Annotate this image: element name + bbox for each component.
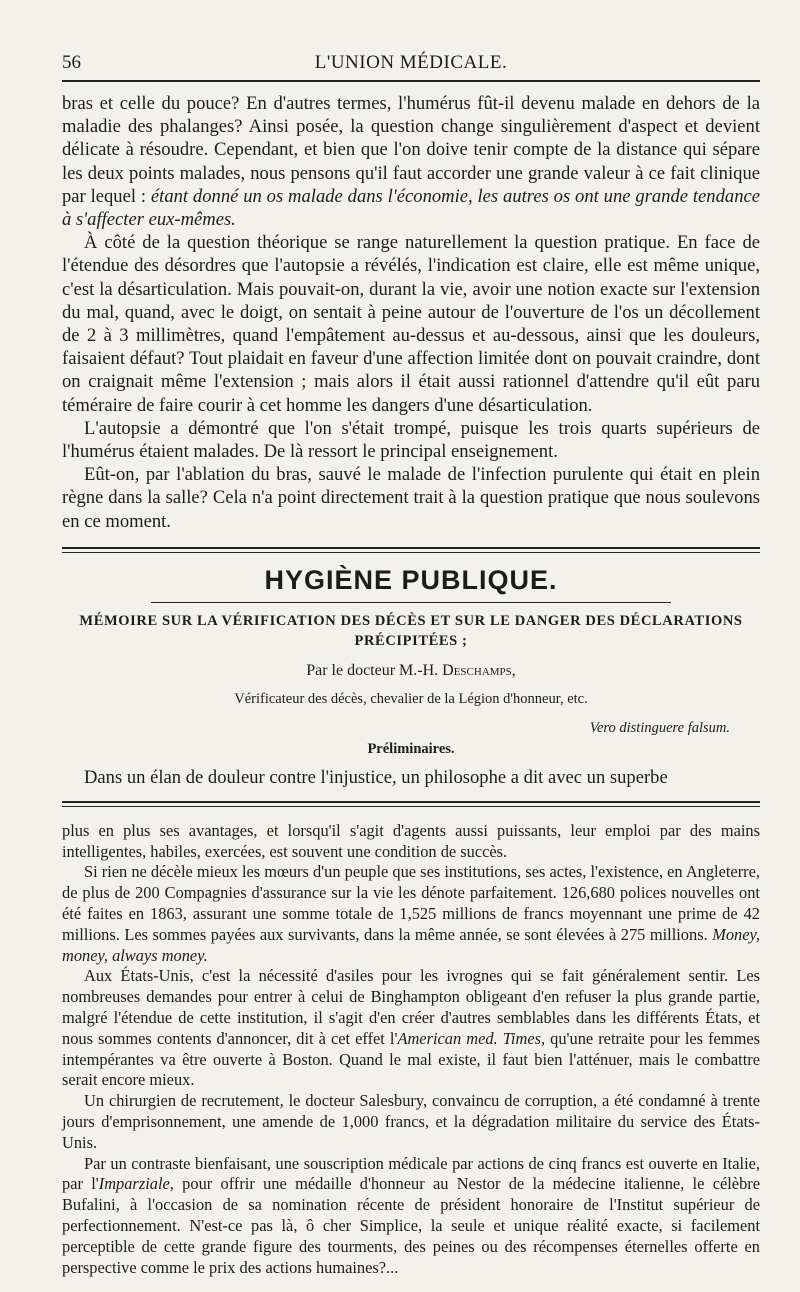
paragraph-text: Aux États-Unis, c'est la nécessité d'asiles pour les ivrognes qui se fait généralement sentir. Les nombreuses demandes pour entrer à celui de Binghampton obligeant d'en refuser la plus grande partie, malgré l'étendue de cette institution, il s'agit d'en créer d'autres semblables dans les différents États, et nous sommes contents d'annoncer, dit à cet effet l' — [62, 966, 760, 1048]
section-title: HYGIÈNE PUBLIQUE. — [264, 564, 558, 595]
running-head — [62, 46, 760, 76]
author-role: Vérificateur des décès, chevalier de la Légion d'honneur, etc. — [234, 690, 588, 707]
page-divider — [62, 801, 760, 807]
article-continuation — [62, 821, 760, 1279]
continued-article — [62, 92, 760, 533]
paragraph: plus en plus ses avantages, et lorsqu'il s'agit d'agents aussi puissants, leur emploi par des mains intelligentes, habiles, exercées, est souvent une condition de succès. — [62, 820, 760, 861]
byline-suffix: , — [511, 661, 516, 679]
opening-line: Dans un élan de douleur contre l'injustice, un philosophe a dit avec un superbe — [84, 766, 668, 788]
italic-phrase: American med. Times, — [397, 1028, 546, 1048]
italic-phrase: Imparziale — [98, 1174, 170, 1194]
paragraph — [62, 92, 760, 231]
paragraph-text: bras et celle du pouce? En d'autres termes, l'humérus fût-il devenu malade en dehors de la maladie des phalanges? Ainsi posée, la question change singulièrement d'aspect et devient délicate à résoudre. Cependant, et bien que l'on doive tenir compte de la distance qui sépare les deux points malades, nous pensons qu'il faut accorder une grande valeur à ce fait clinique par lequel : — [62, 93, 760, 207]
epigraph: Vero distinguere falsum. — [589, 719, 730, 736]
paragraph — [62, 966, 760, 1091]
article-title: MÉMOIRE SUR LA VÉRIFICATION DES DÉCÈS ET SUR LE DANGER DES DÉCLARATIONS PRÉCIPITÉES ; — [79, 612, 743, 649]
title-rule — [151, 602, 671, 603]
paragraph — [62, 1154, 760, 1279]
paragraph-text: Si rien ne décèle mieux les mœurs d'un peuple que ses institutions, ses actes, l'existence, en Angleterre, de plus de 200 Compagnies d'assurance sur la vie les dénote parfaitement. 126,680 polices nouvelles ont été faites en 1863, assurant une somme totale de 1,525 millions de francs moyennant une prime de 42 millions. Les sommes payées aux survivants, dans la même année, se sont élevées à 275 millions. — [62, 862, 760, 944]
byline — [62, 661, 760, 681]
paragraph-text: , pour offrir une médaille d'honneur au Nestor de la médecine italienne, le célèbre Bufalini, à l'occasion de sa nomination récente de président honoraire de l'Institut supérieur de perfectionnement. N'est-ce pas là, ô cher Simplice, la seule et unique réalité exacte, si facilement perceptible de cette grande figure des tourments, des peines ou des récompenses éternelles offerte en perspective comme le prix des actions humaines?... — [62, 1174, 760, 1277]
italic-phrase: étant donné un os malade dans l'économie, les autres os ont une grande tendance à s'affecter eux-mêmes. — [62, 185, 760, 231]
paragraph: Eût-on, par l'ablation du bras, sauvé le malade de l'infection purulente qui était en plein règne dans la salle? Cela n'a point directement trait à la question pratique que nous soulevons en ce moment. — [62, 464, 760, 532]
page-number: 56 — [62, 52, 81, 73]
byline-prefix: Par le docteur — [306, 661, 396, 679]
page — [62, 46, 760, 1278]
subheading: Préliminaires. — [367, 740, 455, 757]
paragraph: L'autopsie a démontré que l'on s'était trompé, puisque les trois quarts supérieurs de l'humérus étaient malades. De là ressort le principal enseignement. — [62, 417, 760, 463]
author-name: M.-H. Deschamps — [399, 661, 512, 679]
journal-title: L'UNION MÉDICALE. — [314, 52, 508, 73]
section-rule — [62, 547, 760, 553]
italic-phrase: Money, money, always money. — [62, 924, 760, 965]
paragraph: À côté de la question théorique se range naturellement la question pratique. En face de l'étendue des désordres que l'autopsie a révélés, l'indication est claire, elle est même unique, c'est la désarticulation. Mais pouvait-on, durant la vie, avoir une notion exacte sur l'extension du mal, quand, avec le doigt, on sentait à peine autour de l'ouverture de l'os un décollement de 2 à 3 millimètres, quand l'empâtement au-dessus et au-dessous, ainsi que les douleurs, faisaient défaut? Tout plaidait en faveur d'une affection limitée dont on pouvait craindre, dont on craignait même l'extension ; mais alors il était aussi rationnel d'attendre qu'il eût paru téméraire de faire courir à cet homme les dangers d'une désarticulation. — [62, 232, 760, 416]
paragraph-text: qu'une retraite pour les femmes intempérantes va être ouverte à Boston. Quand le mal existe, il faut bien l'atténuer, mais le combattre serait encore mieux. — [62, 1028, 760, 1090]
paragraph-text: Par un contraste bienfaisant, une souscription médicale par actions de cinq francs est ouverte en Italie, par l' — [62, 1153, 760, 1194]
paragraph — [62, 862, 760, 966]
header-rule — [62, 80, 760, 82]
paragraph: Un chirurgien de recrutement, le docteur Salesbury, convaincu de corruption, a été condamné à trente jours d'emprisonnement, une amende de 1,000 francs, et la dégradation militaire du service des États-Unis. — [62, 1091, 760, 1152]
